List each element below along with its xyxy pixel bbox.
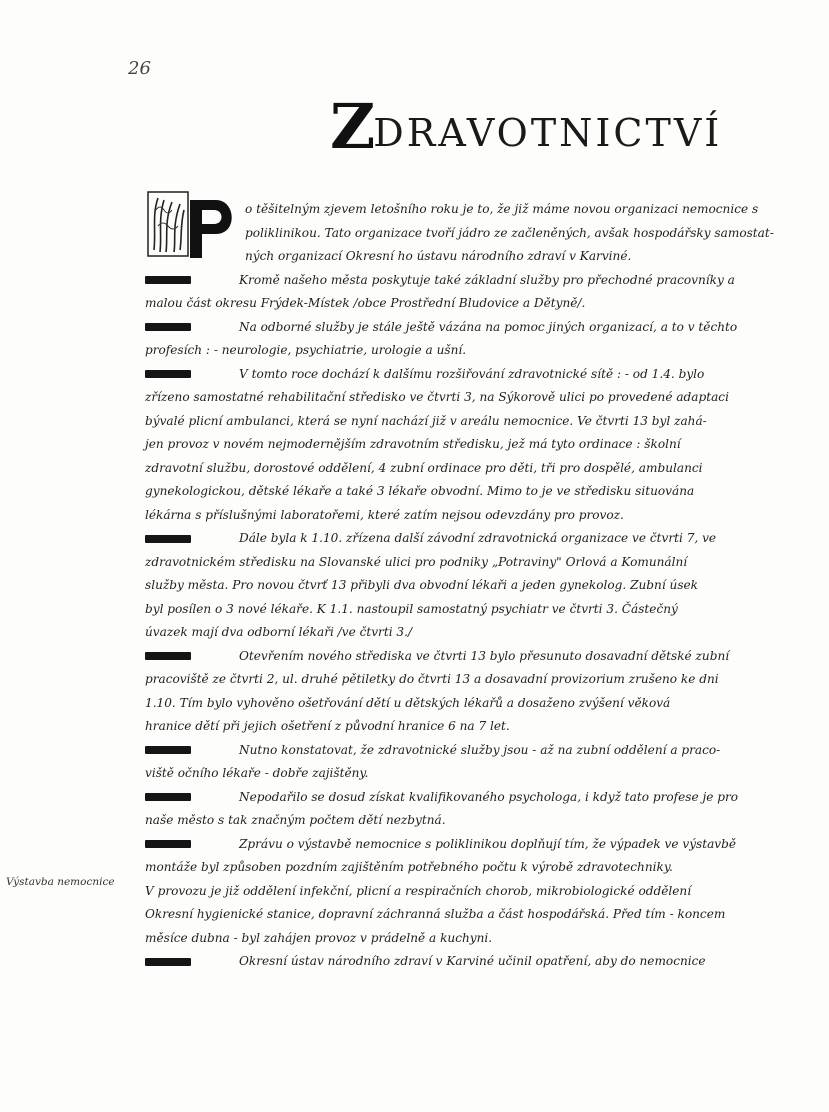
text-line: ných organizací Okresní ho ústavu národního zdraví v Karviné. [245, 249, 632, 263]
text-line: malou část okresu Frýdek-Místek /obce Prostřední Bludovice a Dětyně/. [145, 296, 586, 310]
paragraph-marker [145, 746, 191, 754]
text-line: profesích : - neurologie, psychiatrie, urologie a ušní. [145, 343, 467, 357]
page-title [330, 90, 723, 163]
text-line: Otevřením nového střediska ve čtvrti 13 bylo přesunuto dosavadní dětské zubní [239, 648, 730, 663]
paragraph-marker [145, 276, 191, 284]
paragraph [145, 739, 775, 786]
paragraph-marker [145, 652, 191, 660]
title-initial: Z [330, 90, 374, 163]
text-line: Okresní hygienické stanice, dopravní záchranná služba a část hospodářská. Před tím - koncem [145, 907, 726, 921]
paragraph-marker [145, 958, 191, 966]
text-line: bývalé plicní ambulanci, která se nyní nachází již v areálu nemocnice. Ve čtvrti 13 byl zahá- [145, 413, 707, 428]
text-line: V provozu je již oddělení infekční, plicní a respiračních chorob, mikrobiologické oddělení [145, 883, 692, 898]
page-number: 26 [128, 58, 151, 79]
text-line: Okresní ústav národního zdraví v Karviné učinil opatření, aby do nemocnice [239, 954, 706, 968]
text-line: zdravotnickém středisku na Slovanské ulici pro podniky „Potraviny" Orlová a Komunální [145, 554, 688, 569]
text-line: byl posílen o 3 nové lékaře. K 1.1. nastoupil samostatný psychiatr ve čtvrti 3. Částečný [145, 601, 678, 616]
paragraph [145, 786, 775, 833]
text-line: Nepodařilo se dosud získat kvalifikovaného psychologa, i když tato profese je pro [239, 789, 739, 804]
text-line: jen provoz v novém nejmodernějším zdravotním středisku, jež má tyto ordinace : školní [145, 437, 681, 451]
text-line: zřízeno samostatné rehabilitační středisko ve čtvrti 3, na Sýkorově ulici po provedené adaptaci [145, 390, 729, 404]
chronicle-text [145, 198, 775, 974]
text-line: Zprávu o výstavbě nemocnice s poliklinikou doplňují tím, že výpadek ve výstavbě [239, 836, 737, 851]
paragraph [145, 527, 775, 645]
text-line: 1.10. Tím bylo vyhověno ošetřování dětí u dětských lékařů a dosaženo zvýšení věková [145, 695, 671, 710]
text-line: služby města. Pro novou čtvrť 13 přibyli dva obvodní lékaři a jeden gynekolog. Zubní úsek [145, 578, 699, 592]
text-line: úvazek mají dva odborní lékaři /ve čtvrti 3./ [145, 625, 413, 639]
text-line: poliklinikou. Tato organizace tvoří jádro ze začleněných, avšak hospodářsky samostat- [245, 225, 774, 240]
paragraph-marker [145, 323, 191, 331]
paragraph [145, 198, 775, 269]
text-line: viště očního lékaře - dobře zajištěny. [145, 766, 369, 780]
text-line: V tomto roce dochází k dalšímu rozšiřování zdravotnické sítě : - od 1.4. bylo [239, 366, 705, 381]
text-line: Na odborné služby je stále ještě vázána na pomoc jiných organizací, a to v těchto [239, 319, 738, 334]
text-line: zdravotní službu, dorostové oddělení, 4 zubní ordinace pro děti, tři pro dospělé, ambulanci [145, 460, 703, 475]
paragraph [145, 316, 775, 363]
text-line: gynekologickou, dětské lékaře a také 3 lékaře obvodní. Mimo to je ve středisku situována [145, 484, 695, 498]
text-line: pracoviště ze čtvrti 2, ul. druhé pětiletky do čtvrti 13 a dosavadní provizorium zrušeno ke dni [145, 672, 719, 686]
paragraph [145, 645, 775, 739]
title-text: DRAVOTNICTVÍ [373, 111, 723, 155]
text-line: lékárna s příslušnými laboratořemi, které zatím nejsou odevzdány pro provoz. [145, 507, 624, 522]
text-line: Kromě našeho města poskytuje také základní služby pro přechodné pracovníky a [239, 272, 735, 287]
paragraph [145, 269, 775, 316]
text-line: hranice dětí při jejich ošetření z původní hranice 6 na 7 let. [145, 719, 510, 733]
paragraph-marker [145, 793, 191, 801]
paragraph [145, 363, 775, 528]
paragraph-marker [145, 370, 191, 378]
text-line: Nutno konstatovat, že zdravotnické služby jsou - až na zubní oddělení a praco- [239, 742, 721, 757]
text-line: Dále byla k 1.10. zřízena další závodní zdravotnická organizace ve čtvrti 7, ve [239, 531, 717, 545]
text-line: naše město s tak značným počtem dětí nezbytná. [145, 813, 446, 827]
text-line: montáže byl způsoben pozdním zajištěním potřebného počtu k výrobě zdravotechniky. [145, 860, 673, 874]
paragraph-marker [145, 535, 191, 543]
paragraph-marker [145, 840, 191, 848]
paragraph [145, 833, 775, 951]
text-line: měsíce dubna - byl zahájen provoz v prádelně a kuchyni. [145, 930, 493, 945]
paragraph [145, 950, 775, 974]
text-line: o těšitelným zjevem letošního roku je to, že již máme novou organizaci nemocnice s [245, 202, 759, 216]
margin-note: Výstavba nemocnice [6, 876, 115, 888]
